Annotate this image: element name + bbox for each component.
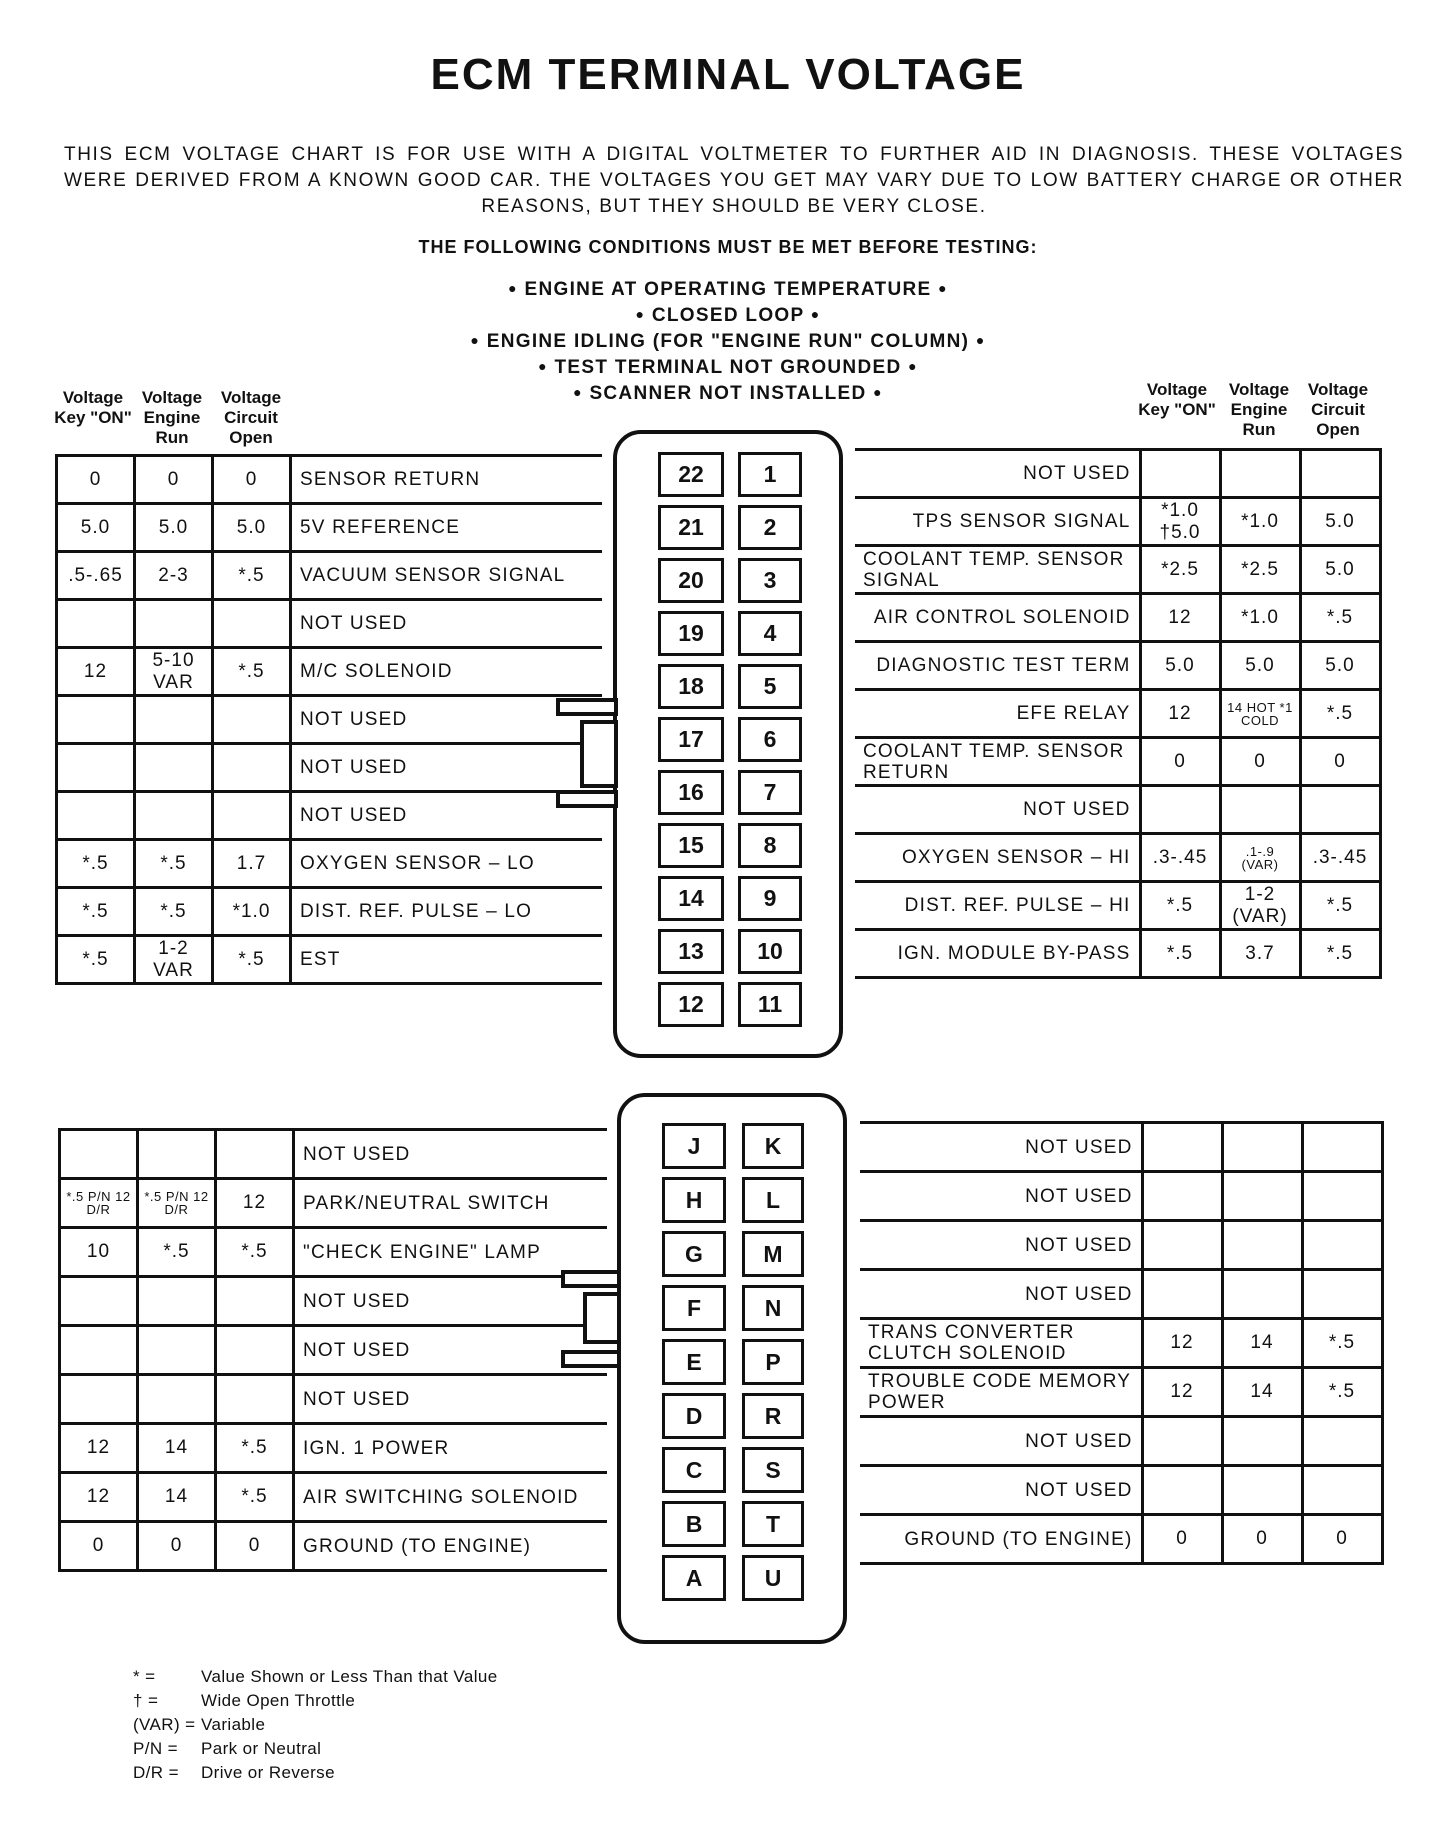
- voltage-cell: [138, 1130, 216, 1179]
- terminal-label: PARK/NEUTRAL SWITCH: [294, 1179, 607, 1228]
- terminal-pin: K: [742, 1123, 804, 1169]
- terminal-pin: N: [742, 1285, 804, 1331]
- header-key-on-right: Voltage Key "ON": [1138, 380, 1216, 419]
- voltage-cell: 0: [216, 1522, 294, 1571]
- intro-paragraph: THIS ECM VOLTAGE CHART IS FOR USE WITH A DIGITAL VOLTMETER TO FURTHER AID IN DIAGNOSIS. THESE VOLTAGES WERE DERIVED FROM A KNOWN GOOD CAR. THE VOLTAGES YOU GET MAY VARY DUE TO LOW BATTERY CHARGE OR OTHER REASONS, BUT THEY SHOULD BE VERY CLOSE.: [64, 144, 1404, 217]
- terminal-label: NOT USED: [294, 1375, 607, 1424]
- terminal-pin: 10: [738, 929, 802, 974]
- table-row: [860, 1319, 1382, 1368]
- terminal-label: NOT USED: [855, 450, 1140, 498]
- voltage-cell: [60, 1375, 138, 1424]
- voltage-cell: 0: [1302, 1515, 1382, 1564]
- terminal-label: AIR SWITCHING SOLENOID: [294, 1473, 607, 1522]
- terminal-label: DIAGNOSTIC TEST TERM: [855, 642, 1140, 690]
- voltage-cell: *.5 P/N 12 D/R: [138, 1179, 216, 1228]
- terminal-pin: 13: [658, 929, 724, 974]
- table-row: [860, 1368, 1382, 1417]
- terminal-pin: 11: [738, 982, 802, 1027]
- condition-item: ● ENGINE IDLING (FOR "ENGINE RUN" COLUMN) ●: [470, 331, 986, 352]
- terminal-label: NOT USED: [294, 1326, 607, 1375]
- terminal-label: DIST. REF. PULSE – HI: [855, 882, 1140, 930]
- voltage-cell: *.5: [213, 648, 291, 696]
- voltage-cell: [1222, 1417, 1302, 1466]
- voltage-cell: *.5: [213, 936, 291, 984]
- voltage-cell: [57, 600, 135, 648]
- conditions-heading: THE FOLLOWING CONDITIONS MUST BE MET BEFORE TESTING:: [418, 237, 1038, 257]
- voltage-cell: 0: [213, 456, 291, 504]
- lower-ecm-connector: [617, 1093, 847, 1644]
- table-row: [60, 1179, 607, 1228]
- voltage-cell: [213, 600, 291, 648]
- voltage-cell: [213, 744, 291, 792]
- terminal-label: TRANS CONVERTER CLUTCH SOLENOID: [860, 1319, 1142, 1368]
- voltage-cell: *.5: [57, 936, 135, 984]
- terminal-pin: T: [742, 1501, 804, 1547]
- voltage-cell: 0: [1142, 1515, 1222, 1564]
- table-row: [60, 1130, 607, 1179]
- voltage-cell: *.5: [216, 1473, 294, 1522]
- terminal-label: NOT USED: [860, 1123, 1142, 1172]
- terminal-label: COOLANT TEMP. SENSOR RETURN: [855, 738, 1140, 786]
- voltage-cell: *2.5: [1140, 546, 1220, 594]
- voltage-cell: [60, 1277, 138, 1326]
- voltage-cell: *1.0: [213, 888, 291, 936]
- voltage-cell: *1.0: [1220, 594, 1300, 642]
- terminal-pin: 2: [738, 505, 802, 550]
- voltage-cell: [1302, 1221, 1382, 1270]
- bullet-icon: ●: [573, 384, 583, 400]
- voltage-cell: 3.7: [1220, 930, 1300, 978]
- terminal-label: NOT USED: [855, 786, 1140, 834]
- table-row: [855, 834, 1380, 882]
- bullet-icon: ●: [635, 306, 646, 322]
- table-row: [57, 456, 602, 504]
- voltage-cell: *.5: [57, 840, 135, 888]
- table-row: [855, 690, 1380, 738]
- voltage-cell: *.5: [216, 1228, 294, 1277]
- table-row: [57, 696, 602, 744]
- voltage-cell: [138, 1375, 216, 1424]
- voltage-cell: [135, 600, 213, 648]
- terminal-label: NOT USED: [294, 1130, 607, 1179]
- table-row: [855, 642, 1380, 690]
- legend: [133, 1665, 498, 1785]
- header-circuit-open-right: Voltage Circuit Open: [1307, 380, 1369, 439]
- table-row: [855, 450, 1380, 498]
- terminal-pin: R: [742, 1393, 804, 1439]
- voltage-cell: [1302, 1123, 1382, 1172]
- voltage-cell: [1140, 786, 1220, 834]
- terminal-pin: G: [662, 1231, 726, 1277]
- voltage-cell: [57, 696, 135, 744]
- terminal-pin: 6: [738, 717, 802, 762]
- voltage-cell: 14: [1222, 1319, 1302, 1368]
- terminal-pin: U: [742, 1555, 804, 1601]
- table-row: [60, 1424, 607, 1473]
- voltage-cell: [1302, 1172, 1382, 1221]
- terminal-pin: H: [662, 1177, 726, 1223]
- table-row: [57, 936, 602, 984]
- voltage-cell: 5.0: [213, 504, 291, 552]
- page-title: ECM TERMINAL VOLTAGE: [430, 50, 1026, 99]
- bullet-icon: ●: [938, 280, 948, 296]
- terminal-label: 5V REFERENCE: [291, 504, 602, 552]
- terminal-label: NOT USED: [860, 1270, 1142, 1319]
- terminal-label: EST: [291, 936, 602, 984]
- table-row: [860, 1270, 1382, 1319]
- terminal-label: EFE RELAY: [855, 690, 1140, 738]
- voltage-cell: *.5: [216, 1424, 294, 1473]
- table-row: [855, 786, 1380, 834]
- terminal-pin: 19: [658, 611, 724, 656]
- terminal-pin: 18: [658, 664, 724, 709]
- legend-row: † = Wide Open Throttle: [133, 1691, 356, 1710]
- terminal-label: COOLANT TEMP. SENSOR SIGNAL: [855, 546, 1140, 594]
- voltage-cell: [216, 1326, 294, 1375]
- voltage-cell: [1302, 1417, 1382, 1466]
- voltage-cell: .3-.45: [1140, 834, 1220, 882]
- table-row: [855, 498, 1380, 546]
- header-key-on-left: Voltage Key "ON": [54, 388, 132, 427]
- header-engine-run-left: Voltage Engine Run: [141, 388, 203, 447]
- voltage-cell: 2-3: [135, 552, 213, 600]
- voltage-cell: 12: [1142, 1368, 1222, 1417]
- voltage-cell: [138, 1326, 216, 1375]
- terminal-pin: C: [662, 1447, 726, 1493]
- voltage-cell: 0: [1300, 738, 1380, 786]
- table-row: [60, 1375, 607, 1424]
- terminal-label: VACUUM SENSOR SIGNAL: [291, 552, 602, 600]
- voltage-cell: [1140, 450, 1220, 498]
- terminal-pin: E: [662, 1339, 726, 1385]
- terminal-pin: 7: [738, 770, 802, 815]
- voltage-cell: .3-.45: [1300, 834, 1380, 882]
- table-row: [60, 1473, 607, 1522]
- legend-row: * = Value Shown or Less Than that Value: [133, 1667, 498, 1686]
- voltage-cell: [1142, 1270, 1222, 1319]
- connector-tab: [556, 698, 618, 716]
- table-row: [57, 888, 602, 936]
- voltage-cell: *.5: [138, 1228, 216, 1277]
- voltage-cell: 12: [1140, 594, 1220, 642]
- terminal-pin: J: [662, 1123, 726, 1169]
- voltage-cell: [1220, 786, 1300, 834]
- table-row: [860, 1417, 1382, 1466]
- connector-tab: [561, 1350, 621, 1368]
- voltage-cell: *2.5: [1220, 546, 1300, 594]
- voltage-cell: 5.0: [1300, 546, 1380, 594]
- voltage-cell: [1302, 1270, 1382, 1319]
- voltage-cell: [1142, 1466, 1222, 1515]
- upper-connector-right-pins: [738, 452, 802, 1035]
- voltage-cell: 14 HOT *1 COLD: [1220, 690, 1300, 738]
- terminal-pin: D: [662, 1393, 726, 1439]
- terminal-label: GROUND (TO ENGINE): [294, 1522, 607, 1571]
- voltage-cell: 5.0: [1140, 642, 1220, 690]
- terminal-pin: 9: [738, 876, 802, 921]
- terminal-label: NOT USED: [294, 1277, 607, 1326]
- voltage-cell: 12: [216, 1179, 294, 1228]
- table-row: [860, 1172, 1382, 1221]
- voltage-cell: [1142, 1172, 1222, 1221]
- terminal-label: NOT USED: [291, 696, 602, 744]
- voltage-cell: 0: [138, 1522, 216, 1571]
- voltage-cell: 14: [138, 1424, 216, 1473]
- terminal-label: NOT USED: [860, 1221, 1142, 1270]
- voltage-cell: 5.0: [57, 504, 135, 552]
- voltage-cell: 5.0: [1220, 642, 1300, 690]
- terminal-label: "CHECK ENGINE" LAMP: [294, 1228, 607, 1277]
- voltage-cell: [1222, 1270, 1302, 1319]
- voltage-cell: 1-2 VAR: [135, 936, 213, 984]
- terminal-label: NOT USED: [860, 1417, 1142, 1466]
- voltage-cell: [1222, 1172, 1302, 1221]
- table-row: [57, 840, 602, 888]
- voltage-cell: [135, 792, 213, 840]
- voltage-cell: 14: [138, 1473, 216, 1522]
- lower-connector-left-pins: [662, 1123, 726, 1609]
- terminal-label: NOT USED: [291, 600, 602, 648]
- table-row: [60, 1277, 607, 1326]
- voltage-cell: *1.0 †5.0: [1140, 498, 1220, 546]
- voltage-cell: *.5: [1300, 594, 1380, 642]
- terminal-label: NOT USED: [291, 744, 602, 792]
- voltage-cell: [135, 696, 213, 744]
- voltage-cell: 0: [57, 456, 135, 504]
- terminal-pin: F: [662, 1285, 726, 1331]
- table-row: [855, 546, 1380, 594]
- voltage-cell: [60, 1326, 138, 1375]
- table-row: [57, 744, 602, 792]
- voltage-cell: 10: [60, 1228, 138, 1277]
- voltage-cell: [57, 744, 135, 792]
- terminal-label: GROUND (TO ENGINE): [860, 1515, 1142, 1564]
- condition-item: ● TEST TERMINAL NOT GROUNDED ●: [538, 357, 918, 378]
- voltage-cell: .5-.65: [57, 552, 135, 600]
- voltage-cell: [60, 1130, 138, 1179]
- table-row: [60, 1228, 607, 1277]
- terminal-pin: A: [662, 1555, 726, 1601]
- voltage-cell: [1302, 1466, 1382, 1515]
- terminal-pin: P: [742, 1339, 804, 1385]
- terminal-pin: 17: [658, 717, 724, 762]
- terminal-label: NOT USED: [860, 1466, 1142, 1515]
- table-row: [855, 594, 1380, 642]
- terminal-pin: 4: [738, 611, 802, 656]
- terminal-pin: 5: [738, 664, 802, 709]
- lower-connector-right-pins: [742, 1123, 804, 1609]
- voltage-cell: *.5: [135, 888, 213, 936]
- bullet-icon: ●: [975, 332, 986, 348]
- table-row: [60, 1326, 607, 1375]
- voltage-cell: 5.0: [1300, 642, 1380, 690]
- voltage-cell: 12: [1140, 690, 1220, 738]
- voltage-cell: 0: [1220, 738, 1300, 786]
- terminal-pin: B: [662, 1501, 726, 1547]
- terminal-pin: 15: [658, 823, 724, 868]
- voltage-cell: [57, 792, 135, 840]
- voltage-cell: *.5: [1300, 690, 1380, 738]
- voltage-cell: 12: [1142, 1319, 1222, 1368]
- voltage-cell: [1142, 1417, 1222, 1466]
- terminal-pin: 3: [738, 558, 802, 603]
- terminal-label: NOT USED: [860, 1172, 1142, 1221]
- voltage-cell: 0: [1222, 1515, 1302, 1564]
- table-row: [60, 1522, 607, 1571]
- voltage-cell: [216, 1130, 294, 1179]
- bullet-icon: ●: [538, 358, 548, 374]
- voltage-cell: *.5: [1140, 882, 1220, 930]
- voltage-cell: *.5: [1140, 930, 1220, 978]
- terminal-pin: S: [742, 1447, 804, 1493]
- terminal-label: AIR CONTROL SOLENOID: [855, 594, 1140, 642]
- voltage-cell: [1142, 1123, 1222, 1172]
- voltage-cell: .1-.9 (VAR): [1220, 834, 1300, 882]
- voltage-cell: [216, 1375, 294, 1424]
- terminal-label: TROUBLE CODE MEMORY POWER: [860, 1368, 1142, 1417]
- voltage-cell: 5-10 VAR: [135, 648, 213, 696]
- voltage-cell: 14: [1222, 1368, 1302, 1417]
- terminal-pin: 20: [658, 558, 724, 603]
- voltage-cell: [138, 1277, 216, 1326]
- condition-item: ● CLOSED LOOP ●: [635, 305, 821, 326]
- table-row: [57, 504, 602, 552]
- terminal-label: NOT USED: [291, 792, 602, 840]
- voltage-cell: *.5: [1300, 930, 1380, 978]
- upper-connector-left-pins: [658, 452, 724, 1035]
- voltage-cell: 1-2 (VAR): [1220, 882, 1300, 930]
- bullet-icon: ●: [810, 306, 821, 322]
- connector-tab: [561, 1270, 621, 1288]
- voltage-cell: *.5 P/N 12 D/R: [60, 1179, 138, 1228]
- legend-row: (VAR) = Variable: [133, 1715, 266, 1734]
- table-row: [57, 792, 602, 840]
- connector-tab: [556, 790, 618, 808]
- voltage-cell: [1222, 1221, 1302, 1270]
- voltage-cell: [135, 744, 213, 792]
- terminal-pin: 8: [738, 823, 802, 868]
- voltage-cell: 12: [60, 1473, 138, 1522]
- terminal-pin: 1: [738, 452, 802, 497]
- lower-right-voltage-table: [860, 1121, 1384, 1565]
- terminal-label: IGN. MODULE BY-PASS: [855, 930, 1140, 978]
- table-row: [57, 552, 602, 600]
- terminal-label: M/C SOLENOID: [291, 648, 602, 696]
- voltage-cell: *.5: [1302, 1368, 1382, 1417]
- upper-right-voltage-table: [855, 448, 1382, 979]
- voltage-cell: 0: [1140, 738, 1220, 786]
- voltage-cell: *.5: [213, 552, 291, 600]
- voltage-cell: 12: [60, 1424, 138, 1473]
- terminal-pin: 16: [658, 770, 724, 815]
- connector-tab: [583, 1292, 621, 1344]
- terminal-pin: L: [742, 1177, 804, 1223]
- voltage-cell: 12: [57, 648, 135, 696]
- terminal-label: OXYGEN SENSOR – HI: [855, 834, 1140, 882]
- terminal-label: OXYGEN SENSOR – LO: [291, 840, 602, 888]
- table-row: [57, 648, 602, 696]
- lower-left-voltage-table: [58, 1128, 607, 1572]
- voltage-cell: *.5: [1302, 1319, 1382, 1368]
- terminal-pin: 14: [658, 876, 724, 921]
- table-row: [855, 882, 1380, 930]
- terminal-pin: M: [742, 1231, 804, 1277]
- table-row: [860, 1221, 1382, 1270]
- terminal-label: TPS SENSOR SIGNAL: [855, 498, 1140, 546]
- voltage-cell: [213, 696, 291, 744]
- voltage-cell: *.5: [135, 840, 213, 888]
- terminal-pin: 22: [658, 452, 724, 497]
- bullet-icon: ●: [508, 280, 518, 296]
- terminal-pin: 21: [658, 505, 724, 550]
- voltage-cell: [1142, 1221, 1222, 1270]
- table-row: [860, 1466, 1382, 1515]
- bullet-icon: ●: [470, 332, 481, 348]
- voltage-cell: 0: [60, 1522, 138, 1571]
- voltage-cell: [1222, 1123, 1302, 1172]
- table-row: [57, 600, 602, 648]
- upper-left-voltage-table: [55, 454, 602, 985]
- voltage-cell: [1220, 450, 1300, 498]
- bullet-icon: ●: [873, 384, 883, 400]
- legend-row: D/R = Drive or Reverse: [133, 1763, 335, 1782]
- table-row: [855, 930, 1380, 978]
- voltage-cell: [213, 792, 291, 840]
- header-circuit-open-left: Voltage Circuit Open: [220, 388, 282, 447]
- terminal-label: SENSOR RETURN: [291, 456, 602, 504]
- legend-row: P/N = Park or Neutral: [133, 1739, 322, 1758]
- voltage-cell: *.5: [57, 888, 135, 936]
- condition-item: ● SCANNER NOT INSTALLED ●: [573, 383, 883, 404]
- upper-ecm-connector: [613, 430, 843, 1058]
- voltage-cell: *1.0: [1220, 498, 1300, 546]
- condition-item: ● ENGINE AT OPERATING TEMPERATURE ●: [508, 279, 948, 300]
- voltage-cell: [1300, 786, 1380, 834]
- bullet-icon: ●: [908, 358, 918, 374]
- table-row: [860, 1515, 1382, 1564]
- terminal-label: DIST. REF. PULSE – LO: [291, 888, 602, 936]
- terminal-pin: 12: [658, 982, 724, 1027]
- voltage-cell: 0: [135, 456, 213, 504]
- voltage-cell: 5.0: [135, 504, 213, 552]
- voltage-cell: [216, 1277, 294, 1326]
- table-row: [860, 1123, 1382, 1172]
- table-row: [855, 738, 1380, 786]
- voltage-cell: [1300, 450, 1380, 498]
- voltage-cell: 1.7: [213, 840, 291, 888]
- connector-tab: [580, 720, 618, 788]
- header-engine-run-right: Voltage Engine Run: [1228, 380, 1290, 439]
- voltage-cell: *.5: [1300, 882, 1380, 930]
- terminal-label: IGN. 1 POWER: [294, 1424, 607, 1473]
- voltage-cell: [1222, 1466, 1302, 1515]
- voltage-cell: 5.0: [1300, 498, 1380, 546]
